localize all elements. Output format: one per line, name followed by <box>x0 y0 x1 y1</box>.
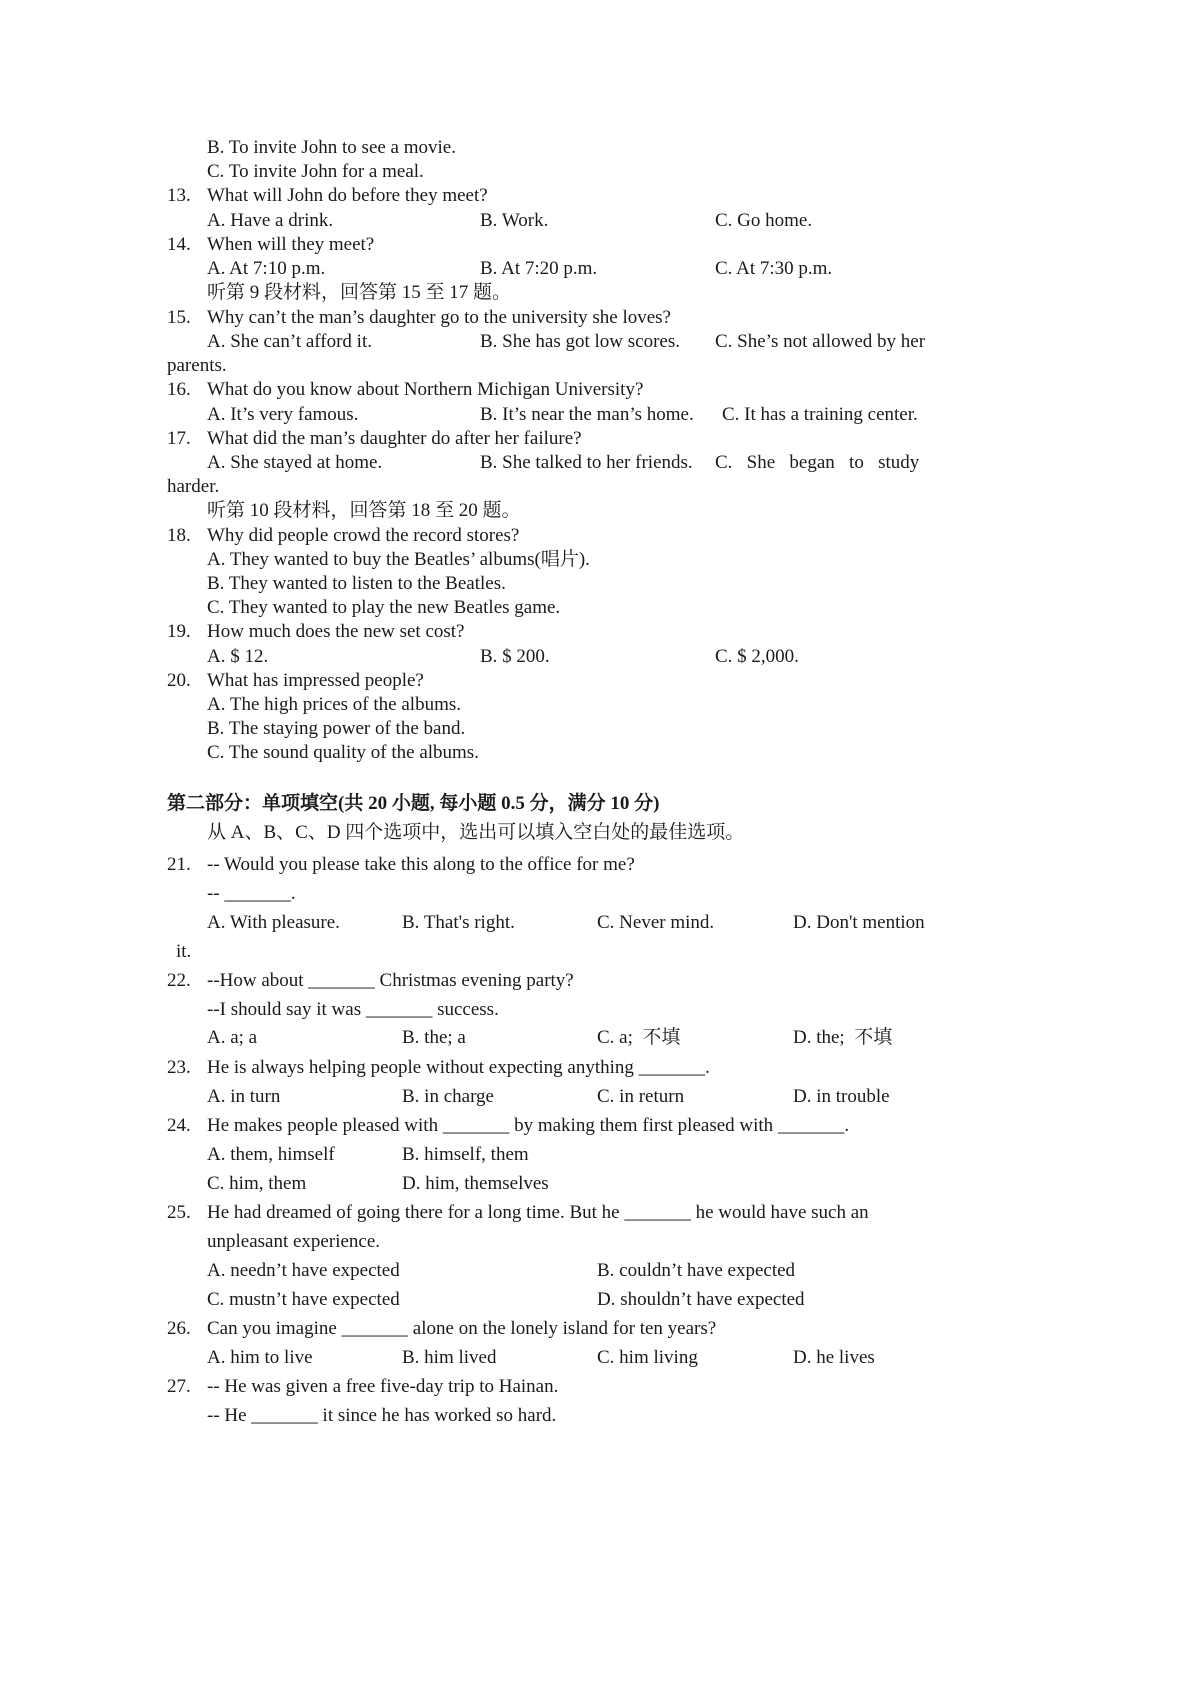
q22-option-a: A. a; a <box>207 1027 258 1048</box>
q19-question: How much does the new set cost? <box>207 621 465 642</box>
q21-option-d: D. Don't mention <box>793 912 925 933</box>
q16-option-c: C. It has a training center. <box>722 404 918 425</box>
q22-option-d: D. the; 不填 <box>793 1027 893 1048</box>
section-note-10: 听第 10 段材料，回答第 18 至 20 题。 <box>207 500 521 521</box>
q25-question: He had dreamed of going there for a long time. But he _______ he would have such an <box>207 1202 869 1223</box>
q20-question: What has impressed people? <box>207 670 424 691</box>
q26-option-a: A. him to live <box>207 1347 313 1368</box>
q20-option-a: A. The high prices of the albums. <box>207 694 461 715</box>
q20-option-c: C. The sound quality of the albums. <box>207 742 479 763</box>
q24-option-a: A. them, himself <box>207 1144 335 1165</box>
q17-option-a: A. She stayed at home. <box>207 452 383 473</box>
q17-option-c-continued: harder. <box>167 476 220 497</box>
q17-option-c: C. She began to study <box>715 452 920 473</box>
q18-option-a: A. They wanted to buy the Beatles’ albums(唱片). <box>207 549 590 570</box>
q16-option-a: A. It’s very famous. <box>207 404 359 425</box>
q27-response: -- He _______ it since he has worked so hard. <box>207 1405 557 1426</box>
q17-option-b: B. She talked to her friends. <box>480 452 693 473</box>
q13-option-b: B. Work. <box>480 210 549 231</box>
q23-number: 23. <box>167 1057 191 1078</box>
q13-question: What will John do before they meet? <box>207 185 488 206</box>
q26-option-d: D. he lives <box>793 1347 875 1368</box>
q13-number: 13. <box>167 185 191 206</box>
q23-option-b: B. in charge <box>402 1086 494 1107</box>
q25-option-c: C. mustn’t have expected <box>207 1289 400 1310</box>
q13-option-a: A. Have a drink. <box>207 210 334 231</box>
q24-question: He makes people pleased with _______ by making them first pleased with _______. <box>207 1115 850 1136</box>
q25-option-d: D. shouldn’t have expected <box>597 1289 805 1310</box>
q14-option-a: A. At 7:10 p.m. <box>207 258 326 279</box>
q24-number: 24. <box>167 1115 191 1136</box>
q27-number: 27. <box>167 1376 191 1397</box>
q22-question: --How about _______ Christmas evening party? <box>207 970 574 991</box>
q14-option-c: C. At 7:30 p.m. <box>715 258 833 279</box>
q18-option-c: C. They wanted to play the new Beatles game. <box>207 597 561 618</box>
q21-option-d-continued: it. <box>176 941 192 962</box>
q24-option-c: C. him, them <box>207 1173 307 1194</box>
q18-number: 18. <box>167 525 191 546</box>
q25-question-continued: unpleasant experience. <box>207 1231 381 1252</box>
q19-number: 19. <box>167 621 191 642</box>
q12-option-b: B. To invite John to see a movie. <box>207 137 456 158</box>
q21-number: 21. <box>167 854 191 875</box>
q26-question: Can you imagine _______ alone on the lonely island for ten years? <box>207 1318 717 1339</box>
q16-question: What do you know about Northern Michigan University? <box>207 379 644 400</box>
q16-option-b: B. It’s near the man’s home. <box>480 404 694 425</box>
q26-option-b: B. him lived <box>402 1347 497 1368</box>
q19-option-c: C. $ 2,000. <box>715 646 799 667</box>
part2-instruction: 从 A、B、C、D 四个选项中，选出可以填入空白处的最佳选项。 <box>207 822 745 843</box>
q21-question: -- Would you please take this along to the office for me? <box>207 854 635 875</box>
q12-option-c: C. To invite John for a meal. <box>207 161 424 182</box>
q25-option-b: B. couldn’t have expected <box>597 1260 796 1281</box>
q15-option-c-continued: parents. <box>167 355 227 376</box>
q23-option-a: A. in turn <box>207 1086 281 1107</box>
q15-option-b: B. She has got low scores. <box>480 331 681 352</box>
q19-option-b: B. $ 200. <box>480 646 550 667</box>
q21-option-a: A. With pleasure. <box>207 912 340 933</box>
q23-option-d: D. in trouble <box>793 1086 890 1107</box>
q25-number: 25. <box>167 1202 191 1223</box>
q18-question: Why did people crowd the record stores? <box>207 525 520 546</box>
q21-response: -- _______. <box>207 883 296 904</box>
q24-option-b: B. himself, them <box>402 1144 529 1165</box>
q23-option-c: C. in return <box>597 1086 685 1107</box>
q14-option-b: B. At 7:20 p.m. <box>480 258 598 279</box>
q14-question: When will they meet? <box>207 234 375 255</box>
q22-number: 22. <box>167 970 191 991</box>
q23-question: He is always helping people without expecting anything _______. <box>207 1057 710 1078</box>
part2-heading: 第二部分：单项填空(共 20 小题, 每小题 0.5 分，满分 10 分) <box>167 793 660 814</box>
q15-number: 15. <box>167 307 191 328</box>
q24-option-d: D. him, themselves <box>402 1173 549 1194</box>
q26-option-c: C. him living <box>597 1347 698 1368</box>
section-note-9: 听第 9 段材料，回答第 15 至 17 题。 <box>207 282 512 303</box>
q22-response: --I should say it was _______ success. <box>207 999 499 1020</box>
q22-option-b: B. the; a <box>402 1027 466 1048</box>
q27-question: -- He was given a free five-day trip to Hainan. <box>207 1376 559 1397</box>
q17-number: 17. <box>167 428 191 449</box>
q26-number: 26. <box>167 1318 191 1339</box>
q20-option-b: B. The staying power of the band. <box>207 718 466 739</box>
q25-option-a: A. needn’t have expected <box>207 1260 400 1281</box>
q18-option-b: B. They wanted to listen to the Beatles. <box>207 573 506 594</box>
q13-option-c: C. Go home. <box>715 210 813 231</box>
q22-option-c: C. a; 不填 <box>597 1027 681 1048</box>
q19-option-a: A. $ 12. <box>207 646 269 667</box>
q21-option-c: C. Never mind. <box>597 912 715 933</box>
q16-number: 16. <box>167 379 191 400</box>
q14-number: 14. <box>167 234 191 255</box>
q20-number: 20. <box>167 670 191 691</box>
q15-option-a: A. She can’t afford it. <box>207 331 372 352</box>
q17-question: What did the man’s daughter do after her failure? <box>207 428 582 449</box>
q21-option-b: B. That's right. <box>402 912 515 933</box>
q15-question: Why can’t the man’s daughter go to the university she loves? <box>207 307 671 328</box>
q15-option-c: C. She’s not allowed by her <box>715 331 926 352</box>
